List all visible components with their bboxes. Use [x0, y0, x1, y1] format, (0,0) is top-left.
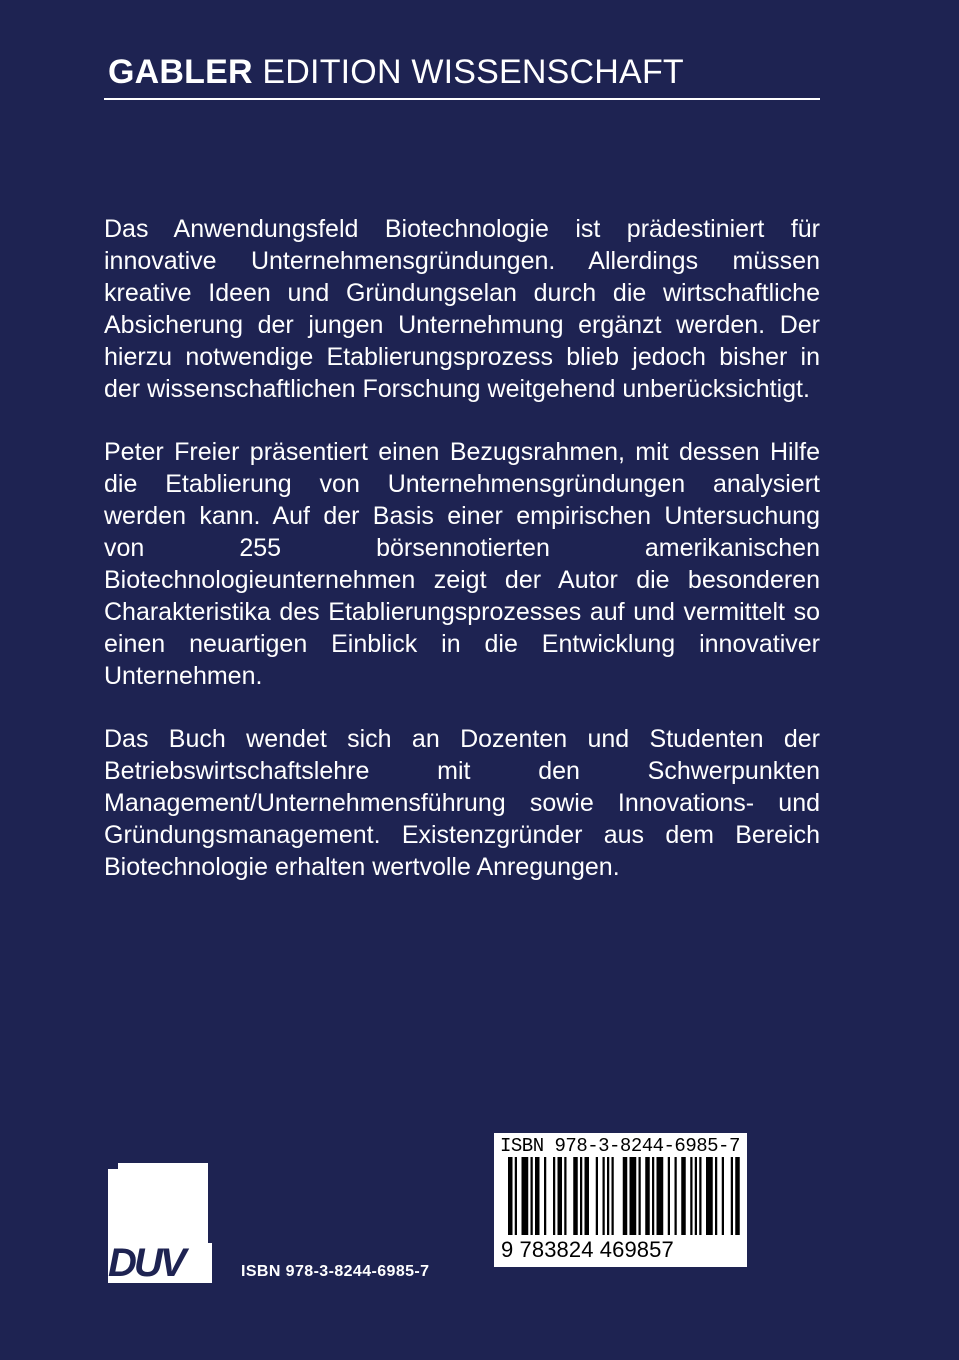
barcode-bar — [535, 1157, 540, 1235]
back-cover-blurb — [104, 213, 820, 914]
series-brand-rest: EDITION WISSENSCHAFT — [252, 53, 684, 91]
barcode-bar — [722, 1157, 724, 1235]
blurb-paragraph-3: Das Buch wendet sich an Dozenten und Studenten der Betriebswirtschaftslehre mit den Schwerpunkten Management/Unternehmensführung sowie Innovations- und Gründungsmanagement. Existenzgründer aus dem Bereich Biotechnologie erhalten wertvolle Anregungen. — [104, 725, 820, 881]
barcode-bar — [573, 1157, 578, 1235]
logo-notch — [108, 1163, 118, 1169]
barcode-bar — [675, 1157, 677, 1235]
barcode-bar — [531, 1157, 533, 1235]
barcode-bar — [657, 1157, 664, 1235]
barcode — [494, 1133, 747, 1267]
barcode-bar — [580, 1157, 582, 1235]
barcode-bar — [652, 1157, 654, 1235]
barcode-ean-digits: 9 783824 469857 — [501, 1237, 674, 1262]
barcode-bar — [699, 1157, 701, 1235]
isbn-label: ISBN 978-3-8244-6985-7 — [241, 1263, 430, 1280]
logo-text: DUV — [108, 1243, 212, 1283]
barcode-bar — [668, 1157, 670, 1235]
barcode-bar — [558, 1157, 563, 1235]
barcode-bar — [544, 1157, 546, 1235]
barcode-bar — [553, 1157, 555, 1235]
logo-block — [108, 1163, 208, 1245]
series-brand-bold: GABLER — [108, 53, 253, 91]
barcode-bar — [630, 1157, 637, 1235]
barcode-bars — [498, 1157, 743, 1237]
barcode-bar — [603, 1157, 605, 1235]
barcode-bar — [515, 1157, 517, 1235]
barcode-bar — [735, 1157, 740, 1235]
barcode-bar — [564, 1157, 566, 1235]
series-header — [104, 52, 820, 100]
barcode-bar — [612, 1157, 614, 1235]
barcode-bar — [607, 1157, 609, 1235]
barcode-bar — [596, 1157, 598, 1235]
barcode-bar — [681, 1157, 686, 1235]
barcode-bar — [623, 1157, 628, 1235]
barcode-bar — [645, 1157, 650, 1235]
barcode-bar — [731, 1157, 733, 1235]
barcode-bar — [690, 1157, 692, 1235]
barcode-bar — [715, 1157, 717, 1235]
blurb-paragraph-2: Peter Freier präsentiert einen Bezugsrahmen, mit dessen Hilfe die Etablierung von Unternehmensgründungen analysiert werden kann. Auf der Basis einer empirischen Untersuchung von 255 börsennotierten amerikanischen Biotechnologieunternehmen zeigt der Autor die besonderen Charakteristika des Etablierungsprozesses auf und vermittelt so einen neuartigen Einblick in die Entwicklung innovativer Unternehmen. — [104, 438, 820, 690]
publisher-logo — [108, 1163, 208, 1285]
barcode-isbn-label: ISBN 978-3-8244-6985-7 — [500, 1135, 740, 1157]
series-title — [108, 52, 684, 92]
blurb-paragraph-1: Das Anwendungsfeld Biotechnologie ist prädestiniert für innovative Unternehmensgründungen. Allerdings müssen kreative Ideen und Gründungselan durch die wirtschaftliche Absicherung der jungen Unternehmung ergänzt werden. Der hierzu notwendige Etablierungsprozess blieb jedoch bisher in der wissenschaftlichen Forschung weitgehend unberücksichtigt. — [104, 215, 820, 403]
barcode-bar — [706, 1157, 713, 1235]
barcode-bar — [695, 1157, 697, 1235]
barcode-bar — [508, 1157, 513, 1235]
barcode-bar — [585, 1157, 590, 1235]
barcode-bar — [639, 1157, 641, 1235]
barcode-bar — [522, 1157, 529, 1235]
